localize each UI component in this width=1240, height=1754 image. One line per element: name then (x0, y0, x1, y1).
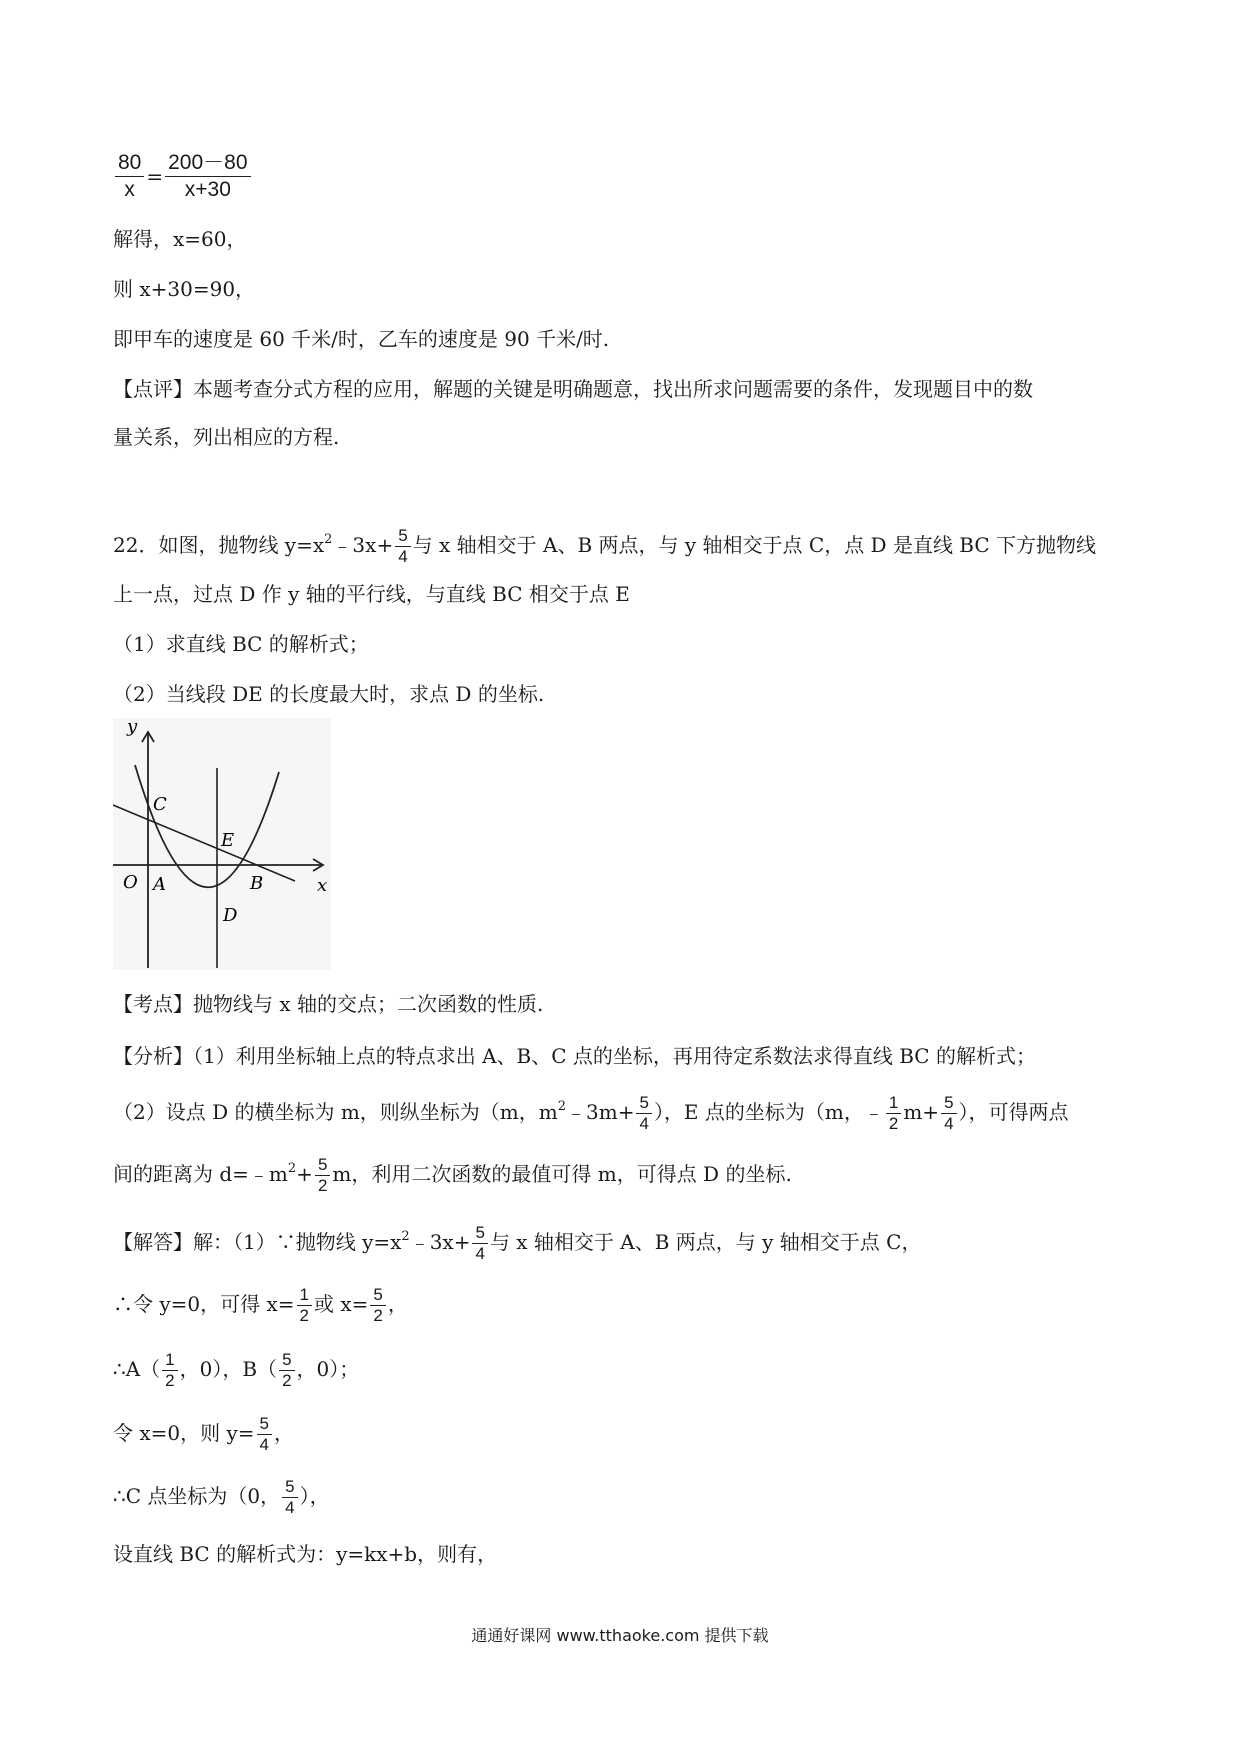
jieda-line-4: 令 x=0，则 y= $\frac{5}{4}$ ， (113, 1414, 295, 1454)
point-a-label: A (153, 874, 166, 895)
fraction: $\frac{5}{2}$ (279, 1350, 294, 1391)
point-d-label: D (223, 905, 238, 926)
question-1: （1）求直线 BC 的解析式； (113, 632, 369, 656)
fenxi-line-2: （2）设点 D 的横坐标为 m，则纵坐标为（m，$m^2﹣3m+$ $\frac{5}{4}$ ），E 点的坐标为（m，﹣ $\frac{1}{2}$ m+ $\frac{5}{4}$ ），可得两点 (113, 1093, 1069, 1133)
fraction-right: $\frac{200-80}{x+30}$ (165, 150, 250, 203)
fraction: $\frac{1}{2}$ (162, 1350, 177, 1391)
jieda-line-3: ∴A（ $\frac{1}{2}$ ，0），B（ $\frac{5}{2}$ ，0）； (113, 1350, 360, 1390)
fraction: $\frac{5}{4}$ (257, 1414, 272, 1455)
point-e-label: E (221, 830, 235, 851)
jieda-line-1: 【解答】解：（1）∵抛物线 $y=x^2﹣3x+$ $\frac{5}{4}$ 与 x 轴相交于 A、B 两点，与 y 轴相交于点 C， (113, 1223, 922, 1263)
fraction: $\frac{5}{4}$ (472, 1223, 487, 1264)
then-line: 则 x+30=90， (113, 277, 256, 301)
problem22-intro: 22．如图，抛物线 $y=x^2﹣3x+$ $\frac{5}{4}$ 与 x 轴相交于 A、B 两点，与 y 轴相交于点 C，点 D 是直线 BC 下方抛物线 (113, 526, 1097, 566)
kaodian-line: 【考点】抛物线与 x 轴的交点；二次函数的性质. (113, 992, 544, 1016)
fraction: $\frac{5}{4}$ (941, 1093, 956, 1134)
fraction: $\frac{5}{4}$ (395, 526, 410, 567)
fenxi-line-1: 【分析】（1）利用坐标轴上点的特点求出 A、B、C 点的坐标，再用待定系数法求得直线 BC 的解析式； (113, 1044, 1036, 1068)
jieda-line-2: ∴令 y=0，可得 x= $\frac{1}{2}$ 或 x= $\frac{5}{2}$ ， (113, 1285, 408, 1325)
footer-text: 通通好课网 www.tthaoke.com 提供下载 (471, 1626, 769, 1645)
problem22-line2: 上一点，过点 D 作 y 轴的平行线，与直线 BC 相交于点 E (113, 582, 630, 606)
review-line-1: 【点评】本题考查分式方程的应用，解题的关键是明确题意，找出所求问题需要的条件，发现题目中的数 (113, 377, 1033, 401)
jieda-line-5: ∴C 点坐标为（0， $\frac{5}{4}$ ）， (113, 1477, 330, 1517)
parabola-figure (113, 718, 331, 970)
top-equation: $\frac{80}{x}$ = $\frac{200-80}{x+30}$ (113, 150, 253, 203)
x-axis-label: x (317, 875, 328, 896)
fraction: $\frac{5}{4}$ (636, 1093, 651, 1134)
answer-line: 即甲车的速度是 60 千米/时，乙车的速度是 90 千米/时. (113, 327, 610, 351)
question-2: （2）当线段 DE 的长度最大时，求点 D 的坐标. (113, 682, 545, 706)
y-axis-label: y (127, 718, 138, 737)
fraction: $\frac{5}{4}$ (282, 1477, 297, 1518)
fraction: $\frac{5}{2}$ (370, 1285, 385, 1326)
origin-label: O (123, 872, 138, 893)
fraction: $\frac{5}{2}$ (315, 1155, 330, 1196)
point-c-label: C (153, 794, 167, 815)
fraction-left: $\frac{80}{x}$ (115, 150, 144, 203)
point-b-label: B (250, 873, 264, 894)
solve-line: 解得，x=60， (113, 227, 247, 251)
fraction: $\frac{1}{2}$ (297, 1285, 312, 1326)
review-line-2: 量关系，列出相应的方程. (113, 425, 340, 449)
fenxi-line-3: 间的距离为 $d=﹣m^2+$ $\frac{5}{2}$ m，利用二次函数的最值可得 m，可得点 D 的坐标. (113, 1155, 792, 1195)
jieda-line-6: 设直线 BC 的解析式为：y=kx+b，则有， (113, 1542, 498, 1566)
fraction: $\frac{1}{2}$ (886, 1093, 901, 1134)
